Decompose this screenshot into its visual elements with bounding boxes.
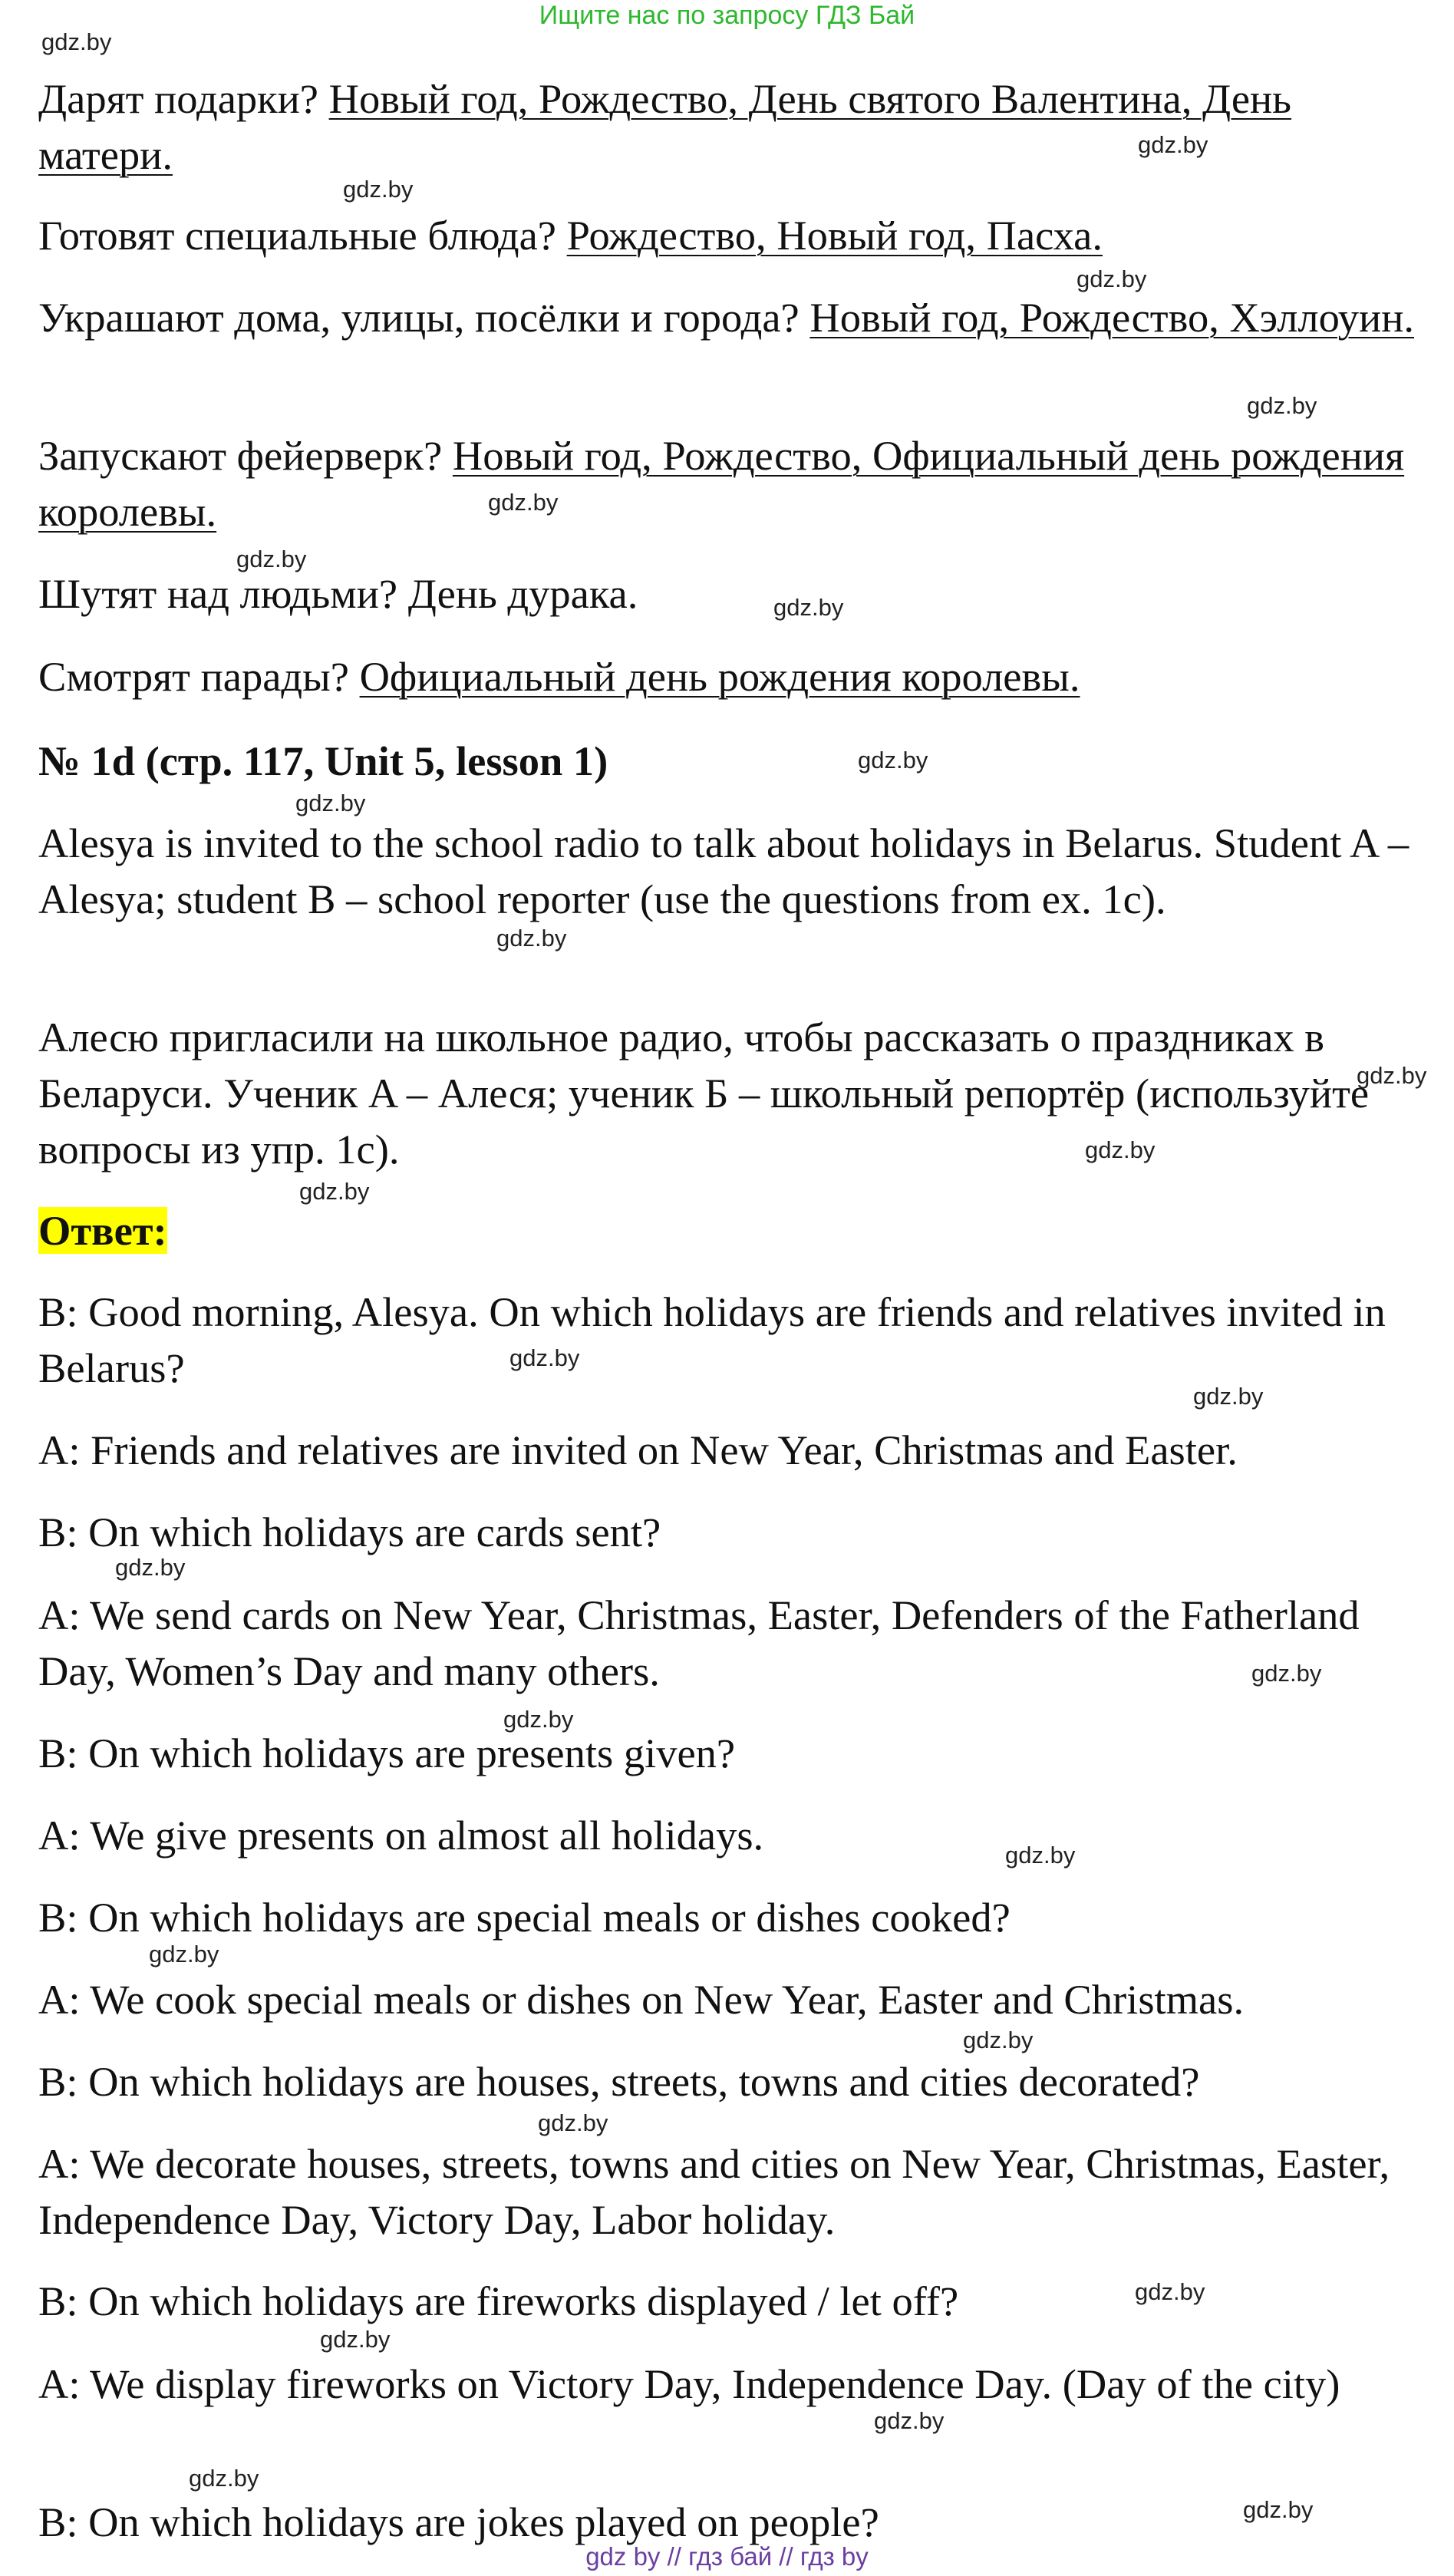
watermark: gdz.by — [149, 1941, 219, 1967]
watermark: gdz.by — [189, 2465, 259, 2492]
dialogue-line: B: On which holidays are fireworks displayed / let off? — [38, 2278, 959, 2324]
dialogue-line: A: Friends and relatives are invited on New Year, Christmas and Easter. — [38, 1427, 1238, 1473]
ru-answer: Официальный день рождения королевы. — [359, 653, 1080, 700]
exercise-heading: № 1d (стр. 117, Unit 5, lesson 1) — [38, 737, 608, 784]
watermark: gdz.by — [115, 1554, 186, 1581]
dialogue-line: B: On which holidays are presents given? — [38, 1730, 736, 1776]
task-english: Alesya is invited to the school radio to talk about holidays in Belarus. Student A – Alesya; student B – school reporter (use the questions from ex. 1c). — [38, 820, 1409, 922]
task-russian: Алесю пригласили на школьное радио, чтобы рассказать о праздниках в Беларуси. Ученик A – Алеся; ученик Б – школьный репортёр (используйте вопросы из упр. 1с). — [38, 1014, 1370, 1173]
watermark: gdz.by — [503, 1706, 574, 1733]
ru-question: Украшают дома, улицы, посёлки и города? — [38, 294, 800, 341]
watermark: gdz.by — [320, 2326, 391, 2353]
ru-question: Запускают фейерверк? — [38, 432, 443, 479]
answer-heading — [38, 1202, 1419, 1258]
ru-item-jokes — [38, 566, 1419, 622]
answer-label: Ответ: — [38, 1207, 167, 1254]
dialogue-line: A: We decorate houses, streets, towns and cities on New Year, Christmas, Easter, Independence Day, Victory Day, Labor holiday. — [38, 2140, 1390, 2243]
watermark: gdz.by — [538, 2109, 608, 2136]
ru-question: Дарят подарки? — [38, 75, 318, 122]
watermark: gdz.by — [343, 176, 414, 203]
watermark: gdz.by — [509, 1344, 580, 1371]
watermark: gdz.by — [773, 594, 844, 621]
dialogue-line: B: On which holidays are houses, streets, towns and cities decorated? — [38, 2058, 1200, 2105]
watermark: gdz.by — [1135, 2278, 1205, 2305]
watermark: gdz.by — [1076, 266, 1147, 292]
ru-question: Шутят над людьми? — [38, 570, 398, 617]
dialogue-line: B: Good morning, Alesya. On which holidays are friends and relatives invited in Belarus? — [38, 1288, 1386, 1391]
watermark: gdz.by — [874, 2407, 945, 2434]
dialogue-line: B: On which holidays are special meals or dishes cooked? — [38, 1894, 1011, 1941]
ru-item-gifts — [38, 71, 1419, 183]
dialogue-line: B: On which holidays are cards sent? — [38, 1509, 661, 1555]
top-banner[interactable]: Ищите нас по запросу ГДЗ Бай — [539, 1, 915, 30]
ru-item-meals — [38, 207, 1419, 263]
ru-question: Готовят специальные блюда? — [38, 212, 556, 259]
watermark: gdz.by — [236, 546, 307, 572]
footer-links[interactable]: gdz by // гдз бай // гдз by — [585, 2542, 869, 2571]
ru-answer: Новый год, Рождество, Хэллоуин. — [809, 294, 1414, 341]
ru-item-parades — [38, 648, 1419, 704]
dialogue-line: B: On which holidays are jokes played on people? — [38, 2498, 879, 2545]
watermark: gdz.by — [299, 1178, 370, 1205]
watermark: gdz.by — [1193, 1383, 1264, 1410]
ru-item-fireworks — [38, 427, 1419, 539]
watermark: gdz.by — [1247, 392, 1317, 419]
watermark: gdz.by — [1243, 2496, 1314, 2523]
watermark: gdz.by — [1005, 1842, 1076, 1869]
ru-answer: Рождество, Новый год, Пасха. — [566, 212, 1103, 259]
watermark: gdz.by — [41, 28, 112, 55]
watermark: gdz.by — [1251, 1660, 1322, 1687]
dialogue-line: A: We give presents on almost all holidays. — [38, 1812, 764, 1859]
ru-answer: Новый год, Рождество, Официальный день рождения королевы. — [38, 432, 1405, 535]
watermark: gdz.by — [1138, 131, 1208, 158]
dialogue-line: A: We send cards on New Year, Christmas, Easter, Defenders of the Fatherland Day, Women’s Day and many others. — [38, 1591, 1360, 1694]
ru-answer: Новый год, Рождество, День святого Валентина, День матери. — [38, 75, 1292, 178]
ru-answer: День дурака. — [407, 570, 638, 617]
watermark: gdz.by — [858, 747, 928, 773]
ru-item-decorate — [38, 289, 1419, 345]
watermark: gdz.by — [1357, 1062, 1427, 1089]
dialogue-line: A: We display fireworks on Victory Day, Independence Day. (Day of the city) — [38, 2360, 1340, 2407]
watermark: gdz.by — [1085, 1136, 1156, 1163]
watermark: gdz.by — [488, 489, 559, 516]
watermark: gdz.by — [496, 925, 567, 952]
ru-question: Смотрят парады? — [38, 653, 349, 700]
watermark: gdz.by — [963, 2027, 1034, 2053]
watermark: gdz.by — [295, 790, 366, 816]
dialogue-line: A: We cook special meals or dishes on New Year, Easter and Christmas. — [38, 1976, 1245, 2023]
